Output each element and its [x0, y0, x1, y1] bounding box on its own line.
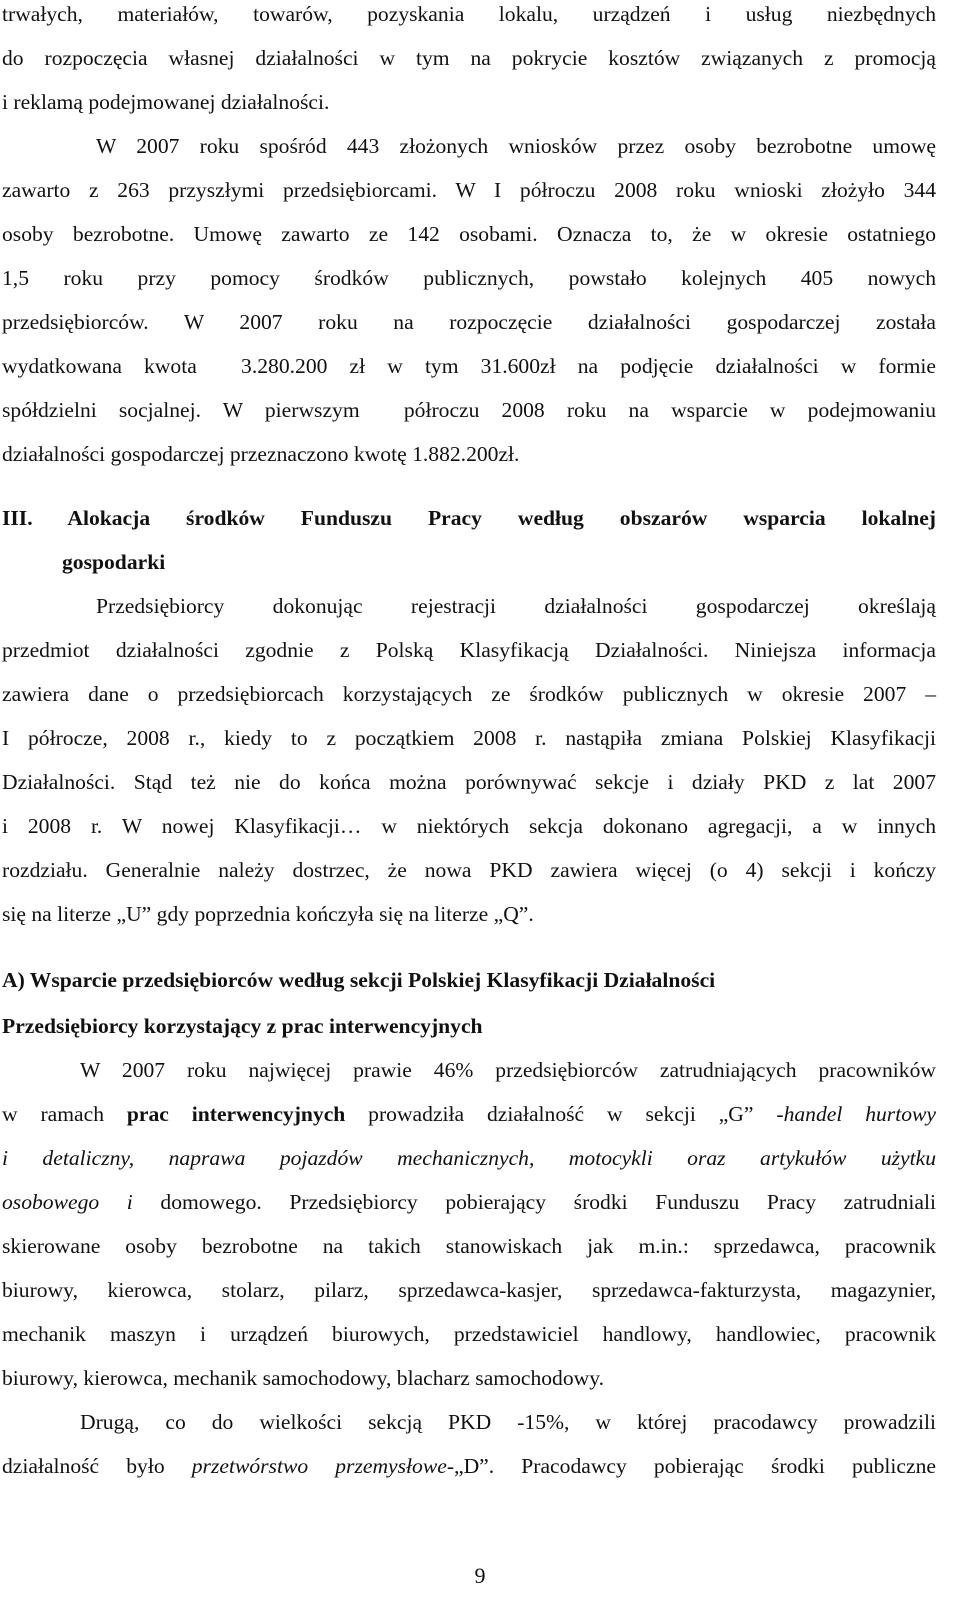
- paragraph-line: W 2007 roku najwięcej prawie 46% przedsiębiorców zatrudniających pracowników: [80, 1058, 936, 1082]
- paragraph-line-italic: i detaliczny, naprawa pojazdów mechanicznych, motocykli oraz artykułów użytku: [2, 1146, 936, 1170]
- paragraph-line: zawarto z 263 przyszłymi przedsiębiorcami. W I półroczu 2008 roku wnioski złożyło 344: [2, 178, 936, 202]
- emphasis-italic: przetwórstwo przemysłowe: [191, 1454, 447, 1478]
- paragraph-line-mixed: [2, 1100, 936, 1128]
- paragraph-line: wydatkowana kwota 3.280.200 zł w tym 31.600zł na podjęcie działalności w formie: [2, 354, 936, 378]
- paragraph-line: i 2008 r. W nowej Klasyfikacji… w niektórych sekcja dokonano agregacji, a w innych: [2, 814, 936, 838]
- emphasis-italic: handel hurtowy: [783, 1102, 936, 1126]
- text-run: -„D”. Pracodawcy pobierając środki publiczne: [446, 1454, 936, 1478]
- paragraph-line: mechanik maszyn i urządzeń biurowych, przedstawiciel handlowy, handlowiec, pracownik: [2, 1322, 936, 1346]
- paragraph-line: skierowane osoby bezrobotne na takich stanowiskach jak m.in.: sprzedawca, pracownik: [2, 1234, 936, 1258]
- section-heading-continued: gospodarki: [62, 550, 166, 574]
- emphasis-bold: prac interwencyjnych: [126, 1102, 346, 1126]
- paragraph-line: rozdziału. Generalnie należy dostrzec, że nowa PKD zawiera więcej (o 4) sekcji i kończy: [2, 858, 936, 882]
- paragraph-line: do rozpoczęcia własnej działalności w tym na pokrycie kosztów związanych z promocją: [2, 46, 936, 70]
- paragraph-line: biurowy, kierowca, stolarz, pilarz, sprzedawca-kasjer, sprzedawca-fakturzysta, magazynier,: [2, 1278, 936, 1302]
- text-run: działalność było: [2, 1454, 192, 1478]
- paragraph-line: 1,5 roku przy pomocy środków publicznych, powstało kolejnych 405 nowych: [2, 266, 936, 290]
- paragraph-line: I półrocze, 2008 r., kiedy to z początkiem 2008 r. nastąpiła zmiana Polskiej Klasyfikacji: [2, 726, 936, 750]
- paragraph-line: przedsiębiorców. W 2007 roku na rozpoczęcie działalności gospodarczej została: [2, 310, 936, 334]
- paragraph-line-mixed: [2, 1188, 936, 1216]
- text-run: w ramach: [2, 1102, 127, 1126]
- paragraph-line: zawiera dane o przedsiębiorcach korzystających ze środków publicznych w okresie 2007 –: [2, 682, 936, 706]
- subsection-heading: A) Wsparcie przedsiębiorców według sekcji Polskiej Klasyfikacji Działalności: [2, 968, 716, 992]
- paragraph-line: osoby bezrobotne. Umowę zawarto ze 142 osobami. Oznacza to, że w okresie ostatniego: [2, 222, 936, 246]
- text-run: domowego. Przedsiębiorcy pobierający środki Funduszu Pracy zatrudniali: [132, 1190, 936, 1214]
- page-number: 9: [474, 1563, 486, 1588]
- paragraph-line: Drugą, co do wielkości sekcją PKD -15%, w której pracodawcy prowadzili: [80, 1410, 936, 1434]
- emphasis-italic: osobowego i: [2, 1190, 133, 1214]
- paragraph-line: przedmiot działalności zgodnie z Polską Klasyfikacją Działalności. Niniejsza informacja: [2, 638, 936, 662]
- paragraph-line: spółdzielni socjalnej. W pierwszym półroczu 2008 roku na wsparcie w podejmowaniu: [2, 398, 936, 422]
- text-run: prowadziła działalność w sekcji „G” -: [345, 1102, 784, 1126]
- paragraph-line: i reklamą podejmowanej działalności.: [2, 90, 330, 114]
- paragraph-line: Działalności. Stąd też nie do końca można porównywać sekcje i działy PKD z lat 2007: [2, 770, 936, 794]
- paragraph-line: się na literze „U” gdy poprzednia kończyła się na literze „Q”.: [2, 902, 534, 926]
- section-heading: III. Alokacja środków Funduszu Pracy według obszarów wsparcia lokalnej: [2, 506, 936, 530]
- paragraph-line: Przedsiębiorcy dokonując rejestracji działalności gospodarczej określają: [96, 594, 936, 618]
- paragraph-line: trwałych, materiałów, towarów, pozyskania lokalu, urządzeń i usług niezbędnych: [2, 2, 936, 26]
- paragraph-line: biurowy, kierowca, mechanik samochodowy, blacharz samochodowy.: [2, 1366, 605, 1390]
- subsection-subheading: Przedsiębiorcy korzystający z prac interwencyjnych: [2, 1014, 483, 1038]
- paragraph-line: W 2007 roku spośród 443 złożonych wniosków przez osoby bezrobotne umowę: [96, 134, 936, 158]
- paragraph-line: działalności gospodarczej przeznaczono kwotę 1.882.200zł.: [2, 442, 520, 466]
- paragraph-line-mixed: [2, 1452, 936, 1480]
